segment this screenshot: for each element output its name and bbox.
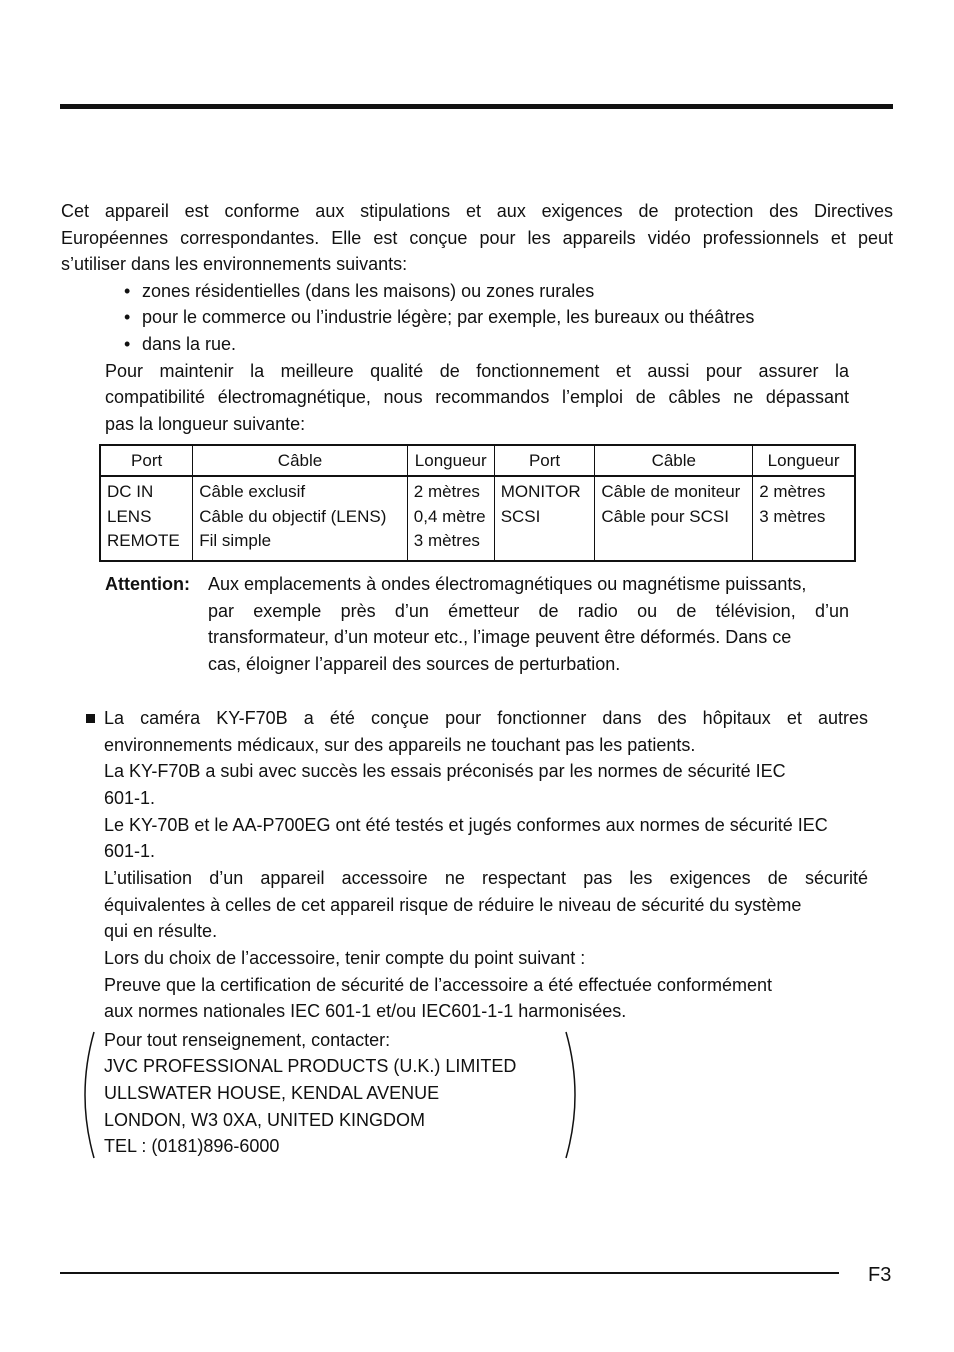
square-bullet-icon bbox=[86, 714, 95, 723]
contact-line: TEL : (0181)896-6000 bbox=[104, 1136, 280, 1156]
page-number: F3 bbox=[868, 1264, 892, 1286]
contact-line: LONDON, W3 0XA, UNITED KINGDOM bbox=[104, 1110, 426, 1130]
medical-line: qui en résulte. bbox=[104, 921, 218, 941]
contact-line: ULLSWATER HOUSE, KENDAL AVENUE bbox=[104, 1083, 440, 1103]
contact-line: Pour tout renseignement, contacter: bbox=[104, 1030, 391, 1050]
table-cell bbox=[100, 476, 193, 561]
medical-line: La KY-F70B a subi avec succès les essais préconisés par les normes de sécurité IEC bbox=[104, 761, 786, 781]
medical-line: Lors du choix de l’accessoire, tenir compte du point suivant : bbox=[104, 948, 586, 968]
cell-value: Câble du objectif (LENS) bbox=[199, 506, 387, 526]
cell-value: DC IN bbox=[107, 482, 154, 501]
table-header-row bbox=[100, 445, 855, 476]
cable-table bbox=[99, 444, 856, 562]
bullet-dot: • bbox=[124, 281, 131, 301]
column-header: Câble bbox=[595, 445, 753, 476]
medical-line: aux normes nationales IEC 601-1 et/ou IEC601-1-1 harmonisées. bbox=[104, 1001, 627, 1021]
list-item: pour le commerce ou l’industrie légère; par exemple, les bureaux ou théâtres bbox=[142, 307, 755, 327]
cell-value: 2 mètres bbox=[413, 482, 480, 501]
cell-value: LENS bbox=[107, 506, 152, 526]
table-cell bbox=[753, 476, 855, 561]
contact-line: JVC PROFESSIONAL PRODUCTS (U.K.) LIMITED bbox=[104, 1056, 517, 1076]
right-bracket-icon bbox=[562, 1030, 586, 1160]
cell-value: Fil simple bbox=[199, 531, 272, 550]
attention-line: Aux emplacements à ondes électromagnétiques ou magnétisme puissants, bbox=[208, 574, 807, 594]
medical-line: environnements médicaux, sur des appareils ne touchant pas les patients. bbox=[104, 735, 696, 755]
table-cell bbox=[407, 476, 494, 561]
cell-value: Câble pour SCSI bbox=[601, 506, 729, 526]
column-header: Port bbox=[494, 445, 595, 476]
table-row bbox=[100, 476, 855, 561]
cell-value: Câble de moniteur bbox=[601, 482, 741, 501]
list-item: dans la rue. bbox=[142, 334, 237, 354]
table-cell bbox=[595, 476, 753, 561]
medical-line: 601-1. bbox=[104, 841, 156, 861]
recommend-line: compatibilité électromagnétique, nous recommandos l’emploi de câbles ne dépassant bbox=[105, 387, 849, 407]
cell-value: Câble exclusif bbox=[199, 482, 306, 501]
intro-line: s’utiliser dans les environnements suivants: bbox=[61, 254, 408, 274]
table-cell bbox=[494, 476, 595, 561]
recommend-line: Pour maintenir la meilleure qualité de fonctionnement et aussi pour assurer la bbox=[105, 361, 849, 381]
cell-value: 3 mètres bbox=[413, 531, 480, 550]
medical-line: La caméra KY-F70B a été conçue pour fonctionner dans des hôpitaux et autres bbox=[104, 708, 868, 728]
medical-line: Preuve que la certification de sécurité de l’accessoire a été effectuée conformément bbox=[104, 975, 773, 995]
recommend-line: pas la longueur suivante: bbox=[105, 414, 306, 434]
cell-value: 2 mètres bbox=[759, 482, 826, 501]
intro-line: Européennes correspondantes. Elle est conçue pour les appareils vidéo professionnels et peut bbox=[61, 228, 893, 248]
medical-line: 601-1. bbox=[104, 788, 156, 808]
column-header: Longueur bbox=[753, 445, 855, 476]
left-bracket-icon bbox=[74, 1030, 98, 1160]
medical-line: équivalentes à celles de cet appareil risque de réduire le niveau de sécurité du système bbox=[104, 895, 802, 915]
bullet-dot: • bbox=[124, 307, 131, 327]
cell-value: 3 mètres bbox=[759, 506, 826, 526]
column-header: Câble bbox=[193, 445, 408, 476]
attention-line: transformateur, d’un moteur etc., l’image peuvent être déformés. Dans ce bbox=[208, 627, 792, 647]
bottom-rule bbox=[60, 1272, 839, 1274]
bullet-dot: • bbox=[124, 334, 131, 354]
table-cell bbox=[193, 476, 408, 561]
list-item: zones résidentielles (dans les maisons) ou zones rurales bbox=[142, 281, 595, 301]
column-header: Port bbox=[100, 445, 193, 476]
top-rule bbox=[60, 104, 893, 109]
intro-line: Cet appareil est conforme aux stipulations et aux exigences de protection des Directives bbox=[61, 201, 893, 221]
attention-line: par exemple près d’un émetteur de radio ou de télévision, d’un bbox=[208, 601, 849, 621]
attention-label: Attention: bbox=[105, 574, 190, 594]
cell-value: MONITOR bbox=[500, 482, 581, 501]
attention-line: cas, éloigner l’appareil des sources de perturbation. bbox=[208, 654, 621, 674]
column-header: Longueur bbox=[407, 445, 494, 476]
cell-value: 0,4 mètre bbox=[413, 506, 486, 526]
medical-line: L’utilisation d’un appareil accessoire ne respectant pas les exigences de sécurité bbox=[104, 868, 868, 888]
cell-value: REMOTE bbox=[107, 531, 180, 550]
medical-line: Le KY-70B et le AA-P700EG ont été testés et jugés conformes aux normes de sécurité IEC bbox=[104, 815, 828, 835]
cell-value: SCSI bbox=[500, 506, 541, 526]
